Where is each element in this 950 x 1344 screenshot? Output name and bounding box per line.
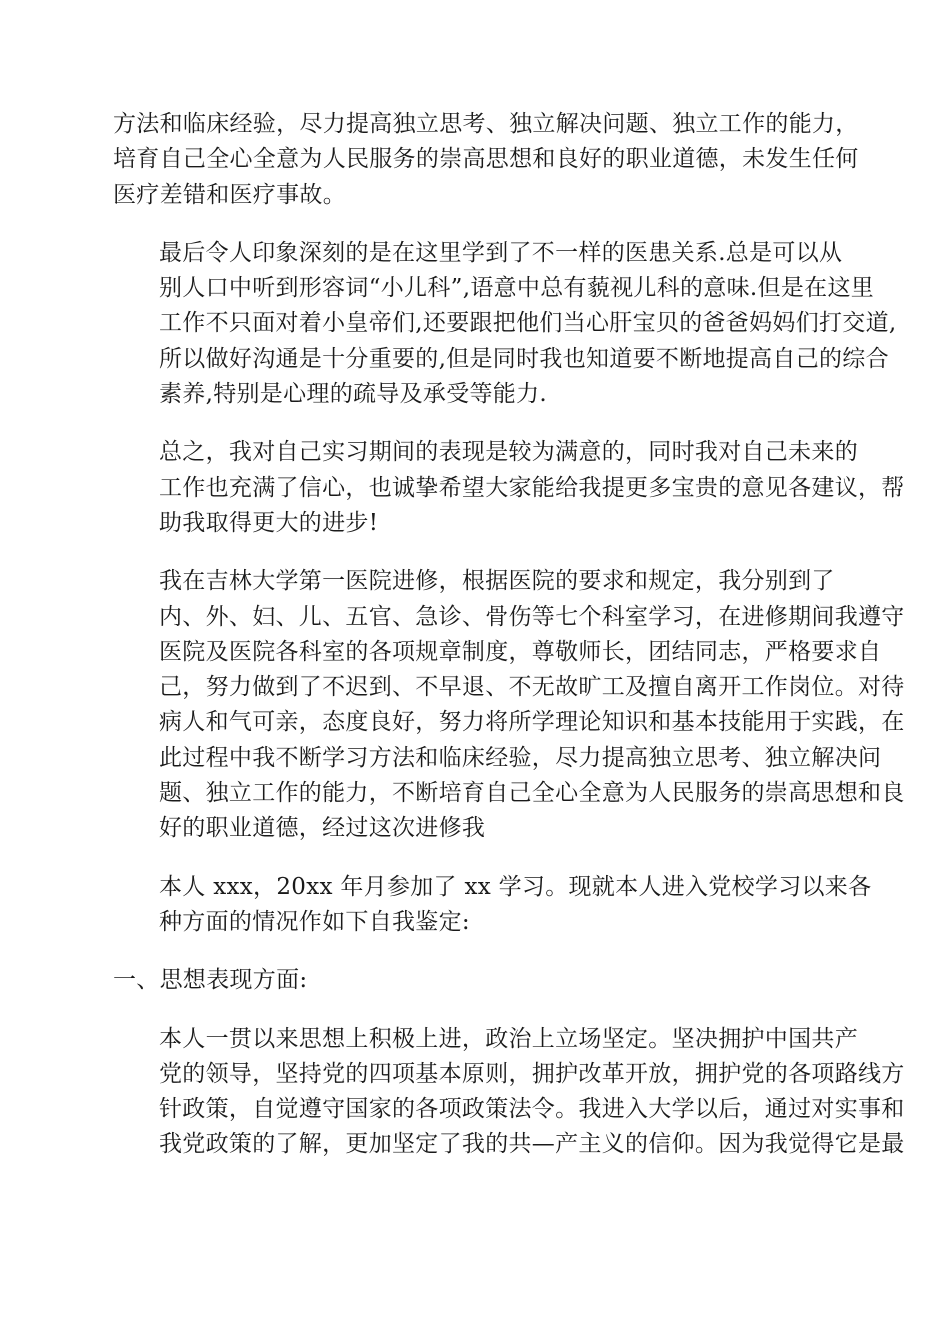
- text-line: 己，努力做到了不迟到、不早退、不无故旷工及擅自离开工作岗位。对待: [159, 674, 905, 701]
- text-line: 医疗差错和医疗事故。: [113, 181, 346, 208]
- text-line: 我在吉林大学第一医院进修，根据医院的要求和规定，我分别到了: [159, 568, 835, 595]
- text-line: 助我取得更大的进步!: [159, 509, 379, 536]
- paragraph: [113, 236, 897, 412]
- text-line: 题、独立工作的能力，不断培育自己全心全意为人民服务的崇高思想和良: [159, 780, 905, 807]
- paragraph: [113, 963, 835, 998]
- text-line: 所以做好沟通是十分重要的,但是同时我也知道要不断地提高自己的综合: [159, 345, 889, 372]
- text-line: 党的领导，坚持党的四项基本原则，拥护改革开放，拥护党的各项路线方: [159, 1060, 905, 1087]
- text-line: 最后令人印象深刻的是在这里学到了不一样的医患关系.总是可以从: [159, 239, 843, 266]
- paragraph: [113, 107, 859, 213]
- text-line: 此过程中我不断学习方法和临床经验，尽力提高独立思考、独立解决问: [159, 744, 882, 771]
- text-line: 针政策，自觉遵守国家的各项政策法令。我进入大学以后，通过对实事和: [159, 1096, 905, 1123]
- text-line: 种方面的情况作如下自我鉴定:: [159, 908, 470, 935]
- text-line: 我党政策的了解，更加坚定了我的共—产主义的信仰。因为我觉得它是最: [159, 1131, 905, 1158]
- text-line: 一、思想表现方面:: [113, 967, 308, 994]
- text-line: 工作也充满了信心，也诚挚希望大家能给我提更多宝贵的意见各建议，帮: [159, 474, 905, 501]
- text-line: 方法和临床经验，尽力提高独立思考、独立解决问题、独立工作的能力，: [113, 111, 859, 137]
- text-line: 素养,特别是心理的疏导及承受等能力.: [159, 381, 548, 408]
- text-line: 本人一贯以来思想上积极上进，政治上立场坚定。坚决拥护中国共产: [159, 1025, 858, 1052]
- paragraph: [113, 435, 905, 541]
- document-body: [113, 107, 905, 1186]
- text-line: 医院及医院各科室的各项规章制度，尊敬师长，团结同志，严格要求自: [159, 638, 882, 665]
- text-line: 本人 xxx，20xx 年月参加了 xx 学习。现就本人进入党校学习以来各: [159, 873, 872, 900]
- paragraph: [113, 1022, 905, 1163]
- text-line: 别人口中听到形容词“小儿科”,语意中总有藐视儿科的意味.但是在这里: [159, 275, 875, 302]
- text-line: 培育自己全心全意为人民服务的崇高思想和良好的职业道德，未发生任何: [113, 146, 859, 173]
- text-line: 好的职业道德，经过这次进修我: [159, 815, 486, 842]
- text-line: 内、外、妇、儿、五官、急诊、骨伤等七个科室学习，在进修期间我遵守: [159, 603, 905, 630]
- paragraph: [113, 870, 872, 941]
- paragraph: [113, 564, 905, 846]
- text-line: 工作不只面对着小皇帝们,还要跟把他们当心肝宝贝的爸爸妈妈们打交道,: [159, 310, 897, 337]
- text-line: 病人和气可亲，态度良好，努力将所学理论知识和基本技能用于实践，在: [159, 709, 905, 736]
- text-line: 总之，我对自己实习期间的表现是较为满意的，同时我对自己未来的: [159, 439, 858, 466]
